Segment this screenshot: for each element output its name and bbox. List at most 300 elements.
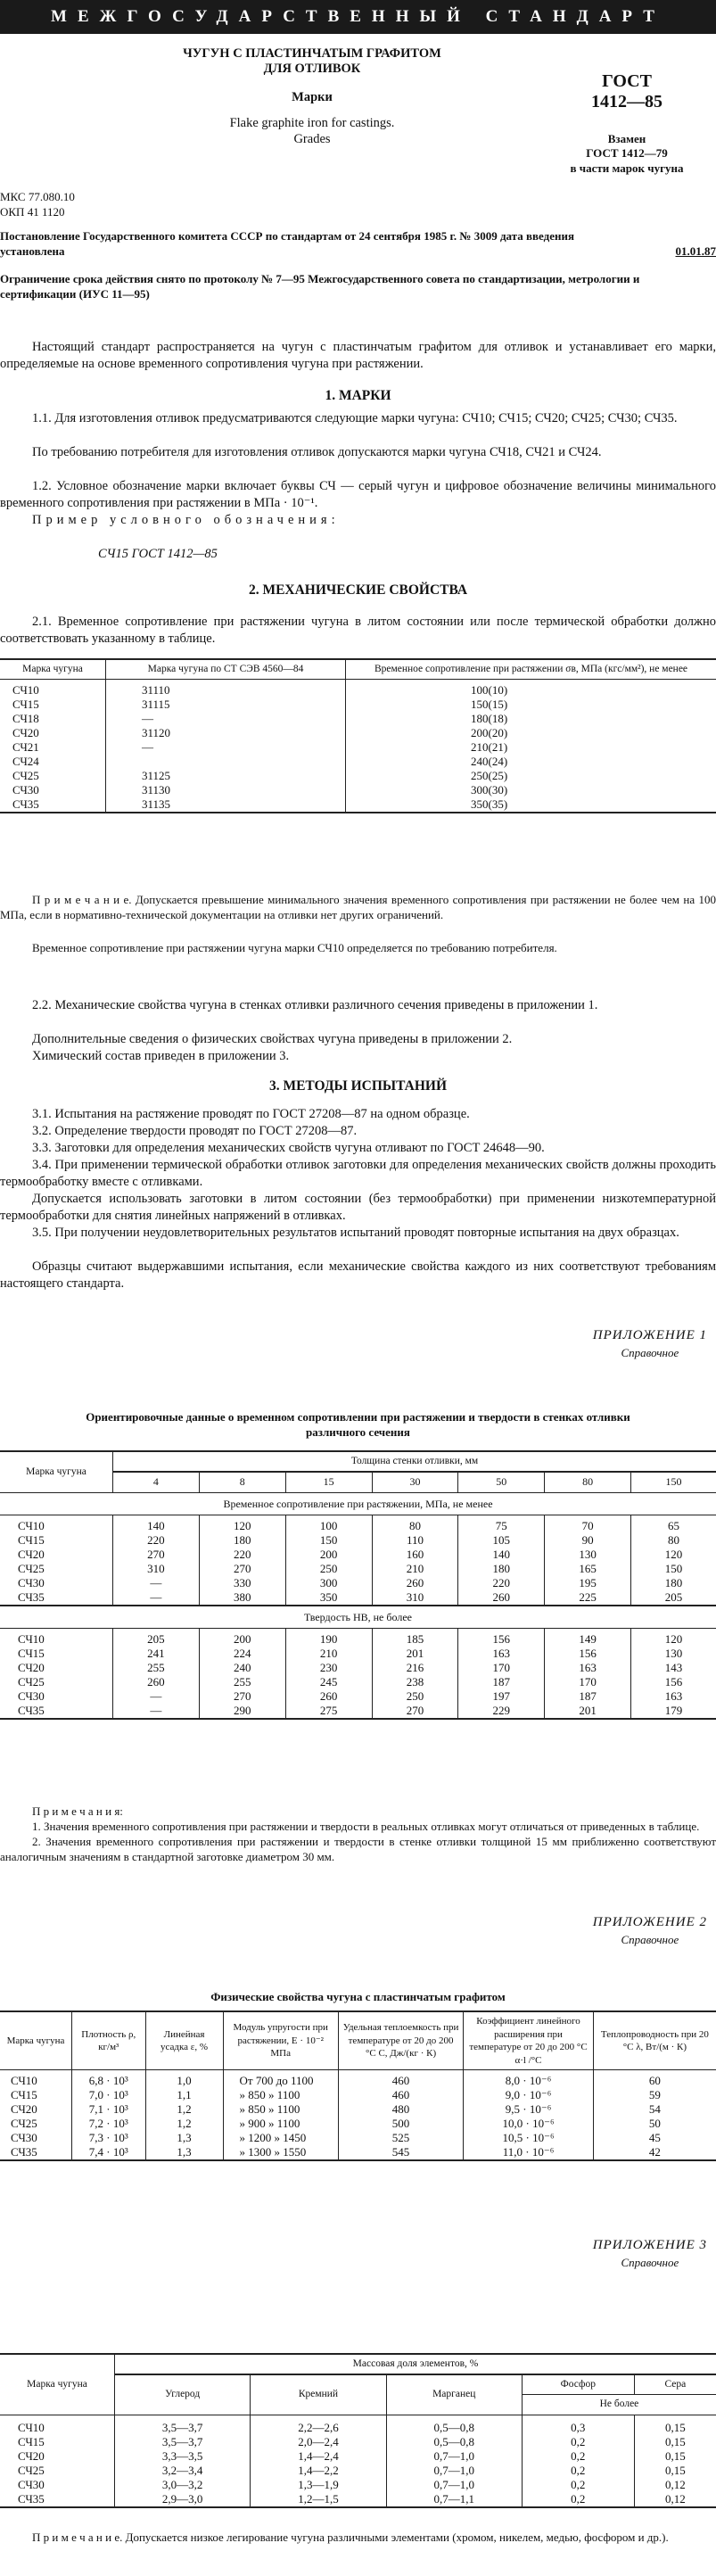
sev-grade-cell: 31110 [106,680,346,698]
value-cell: 1,3 [145,2131,223,2145]
value-cell: 270 [113,1548,200,1562]
value-cell: 9,5 · 10⁻⁶ [464,2102,594,2117]
thickness-header: 30 [372,1472,458,1492]
value-cell: 0,7—1,0 [386,2464,522,2478]
strength-cell: 350(35) [346,797,716,813]
app3-col-silicon: Кремний [251,2374,386,2415]
app2-col-header: Модуль упругости при растяжении, E · 10⁻² МПа [223,2011,338,2070]
example-label: Пример условного обозначения: [32,513,340,527]
decree [0,228,716,259]
classification-codes [0,189,75,219]
value-cell: 460 [338,2070,463,2089]
value-cell: 140 [113,1515,200,1534]
grade-cell: СЧ25 [11,2117,37,2131]
grade-cell: СЧ10 [11,2074,37,2088]
appendix-2-label: ПРИЛОЖЕНИЕ 2 [592,1915,707,1929]
value-cell: 0,2 [522,2478,634,2492]
value-cell: 75 [458,1515,545,1534]
value-cell: 2,9—3,0 [115,2492,251,2507]
value-cell: 220 [458,1576,545,1590]
grade-cell: СЧ35 [0,1704,113,1719]
value-cell: 143 [631,1661,716,1675]
value-cell: 240 [199,1661,285,1675]
value-cell: 0,2 [522,2492,634,2507]
value-cell: 3,5—3,7 [115,2435,251,2449]
value-cell: 110 [372,1533,458,1548]
appendix-1-title-line-1: Ориентировочные данные о временном сопротивлении при растяжении и твердости в стенках отливки [86,1410,630,1424]
value-cell: 10,0 · 10⁻⁶ [464,2117,594,2131]
section-2-note-2: Временное сопротивление при растяжении чугуна марки СЧ10 определяется по требованию потребителя. [32,941,557,954]
grade-cell: СЧ24 [12,755,39,769]
app3-col-mass: Массовая доля элементов, % [115,2354,716,2374]
value-cell: 80 [372,1515,458,1534]
grade-cell: СЧ10 [18,1519,45,1532]
value-cell: 0,2 [522,2449,634,2464]
strength-cell: 300(30) [346,783,716,797]
value-cell: 8,0 · 10⁻⁶ [464,2070,594,2089]
value-cell: 180 [199,1533,285,1548]
value-cell: 330 [199,1576,285,1590]
value-cell: — [113,1576,200,1590]
value-cell: 140 [458,1548,545,1562]
grade-cell: СЧ20 [11,2102,37,2117]
app2-col-header: Марка чугуна [0,2011,71,2070]
value-cell: 7,0 · 10³ [71,2088,145,2102]
value-cell: 250 [372,1689,458,1704]
appendix-1-note-2: 2. Значения временного сопротивления при растяжении и твердости в стенке отливки толщиной 15 мм приближенно соответствуют аналогичным значениям в стандартной заготовке диаметром 30 мм. [0,1835,716,1864]
appendix-3-note: П р и м е ч а н и е. Допускается низкое легирование чугуна различными элементами (хромом, никелем, медью, фосфором и др.). [32,2531,669,2544]
value-cell: 229 [458,1704,545,1719]
table-row [0,2435,716,2449]
table-row [0,1515,716,1534]
grades-col-strength: Временное сопротивление при растяжении σв, МПа (кгс/мм²), не менее [346,659,716,680]
app1-col-grade: Марка чугуна [0,1451,113,1493]
value-cell: 500 [338,2117,463,2131]
replaces-line-1: ГОСТ 1412—79 [586,146,668,161]
grade-cell: СЧ18 [12,712,39,726]
value-cell: 0,15 [634,2415,716,2435]
app3-col-carbon: Углерод [115,2374,251,2415]
appendix-1-notes [0,1804,716,1865]
value-cell: 260 [285,1689,372,1704]
section-1-p1: 1.1. Для изготовления отливок предусматриваются следующие марки чугуна: СЧ10; СЧ15; СЧ20; СЧ25; СЧ30; СЧ35. [32,411,678,425]
section-1-heading: 1. МАРКИ [325,388,391,403]
grade-cell: СЧ20 [18,1661,45,1674]
value-cell: 0,15 [634,2449,716,2464]
value-cell: 1,1 [145,2088,223,2102]
appendix-1-table [0,1450,716,1720]
gost-label: ГОСТ [602,71,652,91]
table-row [0,1675,716,1689]
value-cell: 205 [113,1629,200,1647]
grade-cell: СЧ30 [12,783,39,797]
value-cell: 100 [285,1515,372,1534]
grade-cell: СЧ10 [18,1632,45,1646]
value-cell: 275 [285,1704,372,1719]
value-cell: 1,3—1,9 [251,2478,386,2492]
table-row [0,755,716,769]
table-row [0,1533,716,1548]
value-cell: — [113,1704,200,1719]
app3-col-manganese: Марганец [386,2374,522,2415]
grade-cell: СЧ25 [18,1562,45,1575]
grade-cell: СЧ35 [0,797,106,813]
app2-col-header: Удельная теплоемкость при температуре от 20 до 200 °С С, Дж/(кг · К) [338,2011,463,2070]
value-cell: 380 [199,1590,285,1606]
grade-cell: СЧ15 [11,2088,37,2102]
okp-code: ОКП 41 1120 [0,205,65,219]
section-1-p2: По требованию потребителя для изготовления отливок допускаются марки чугуна СЧ18, СЧ21 и СЧ24. [32,445,602,459]
value-cell: 50 [593,2117,716,2131]
value-cell: 80 [631,1533,716,1548]
value-cell: 201 [545,1704,631,1719]
appendix-3-table [0,2353,716,2508]
value-cell: 1,0 [145,2070,223,2089]
sev-grade-cell [106,755,346,769]
grade-cell: СЧ10 [12,683,39,698]
appendix-1-notes-label: П р и м е ч а н и я: [32,1804,123,1818]
table-row [0,712,716,726]
grade-cell: СЧ30 [18,1689,45,1703]
table-row [0,2478,716,2492]
value-cell: 7,3 · 10³ [71,2131,145,2145]
replaces-label: Взамен [607,132,646,145]
table-row [0,680,716,698]
value-cell: 187 [458,1675,545,1689]
value-cell: 2,2—2,6 [251,2415,386,2435]
table-row [0,2145,716,2160]
value-cell: 59 [593,2088,716,2102]
section-2-p1: 2.1. Временное сопротивление при растяжении чугуна в литом состоянии или после термической обработки должно соответствовать указанному в таблице. [0,615,716,647]
value-cell: 241 [113,1647,200,1661]
value-cell: — [113,1689,200,1704]
value-cell: 165 [545,1562,631,1576]
value-cell: 163 [545,1661,631,1675]
thickness-header: 4 [113,1472,200,1492]
value-cell: » 1200 » 1450 [223,2131,338,2145]
thickness-header: 50 [458,1472,545,1492]
value-cell: 120 [199,1515,285,1534]
value-cell: 245 [285,1675,372,1689]
value-cell: 185 [372,1629,458,1647]
value-cell: 260 [372,1576,458,1590]
table-row [0,2492,716,2507]
table-row [0,769,716,783]
thickness-header: 15 [285,1472,372,1492]
section-3-p1: 3.1. Испытания на растяжение проводят по ГОСТ 27208—87 на одном образце. [32,1107,470,1121]
value-cell: 42 [593,2145,716,2160]
mks-code: МКС 77.080.10 [0,190,75,203]
grade-cell: СЧ15 [18,1533,45,1547]
grades-col-sev: Марка чугуна по СТ СЭВ 4560—84 [106,659,346,680]
value-cell: 224 [199,1647,285,1661]
app2-col-header: Теплопроводность при 20 °С λ, Вт/(м · К) [593,2011,716,2070]
table-row [0,1629,716,1647]
app2-col-header: Плотность ρ, кг/м³ [71,2011,145,2070]
grade-cell: СЧ15 [18,2434,45,2448]
table-row [0,1548,716,1562]
section-3-p2: 3.2. Определение твердости проводят по ГОСТ 27208—87. [32,1124,358,1138]
section-3-p5: Допускается использовать заготовки в литом состоянии (без термообработки) при применении низкотемпературной термообработки для снятия линейных напряжений в отливках. [0,1192,716,1224]
sev-grade-cell: 31120 [106,726,346,740]
value-cell: 90 [545,1533,631,1548]
section-2-heading: 2. МЕХАНИЧЕСКИЕ СВОЙСТВА [248,582,468,598]
app3-col-sulfur: Сера [634,2374,716,2395]
grade-cell: СЧ25 [18,1675,45,1688]
value-cell: 0,2 [522,2464,634,2478]
value-cell: 3,2—3,4 [115,2464,251,2478]
section-3-p3: 3.3. Заготовки для определения механических свойств чугуна отливают по ГОСТ 24648—90. [32,1141,545,1155]
value-cell: 200 [285,1548,372,1562]
section-2-p3: Дополнительные сведения о физических свойствах чугуна приведены в приложении 2. [32,1032,513,1046]
appendix-1-header [593,1327,707,1360]
strength-cell: 150(15) [346,698,716,712]
value-cell: 1,4—2,2 [251,2464,386,2478]
value-cell: 7,4 · 10³ [71,2145,145,2160]
appendix-2-header [593,1914,707,1947]
value-cell: 250 [285,1562,372,1576]
value-cell: 300 [285,1576,372,1590]
value-cell: 187 [545,1689,631,1704]
table-row [0,2117,716,2131]
value-cell: 225 [545,1590,631,1606]
app1-col-thickness: Толщина стенки отливки, мм [113,1451,716,1472]
appendix-1-label: ПРИЛОЖЕНИЕ 1 [592,1328,707,1342]
value-cell: 179 [631,1704,716,1719]
table-subheader-row [0,1606,716,1629]
value-cell: 525 [338,2131,463,2145]
table-row [0,1689,716,1704]
value-cell: 1,2 [145,2117,223,2131]
value-cell: 480 [338,2102,463,2117]
replaces-line-2: в части марок чугуна [570,161,684,175]
appendix-3-header [593,2237,707,2270]
value-cell: 270 [372,1704,458,1719]
grade-cell: СЧ25 [12,769,39,783]
sev-grade-cell: 31130 [106,783,346,797]
sev-grade-cell: 31135 [106,797,346,813]
grade-cell: СЧ20 [18,1548,45,1561]
value-cell: 290 [199,1704,285,1719]
value-cell: 150 [631,1562,716,1576]
gost-number: 1412—85 [591,92,663,111]
value-cell: 170 [458,1661,545,1675]
value-cell: 255 [113,1661,200,1675]
value-cell: 2,0—2,4 [251,2435,386,2449]
thickness-header: 150 [631,1472,716,1492]
value-cell: 0,3 [522,2415,634,2435]
sev-grade-cell: 31115 [106,698,346,712]
title-block [116,46,508,147]
value-cell: 220 [113,1533,200,1548]
value-cell: 156 [631,1675,716,1689]
value-cell: 0,15 [634,2435,716,2449]
grade-cell: СЧ21 [12,740,39,755]
value-cell: 60 [593,2070,716,2089]
thickness-header: 80 [545,1472,631,1492]
value-cell: 270 [199,1689,285,1704]
value-cell: 205 [631,1590,716,1606]
table-row [0,2102,716,2117]
value-cell: 255 [199,1675,285,1689]
value-cell: 10,5 · 10⁻⁶ [464,2131,594,2145]
value-cell: 163 [458,1647,545,1661]
table-row [0,797,716,813]
value-cell: 460 [338,2088,463,2102]
value-cell: 170 [545,1675,631,1689]
value-cell: 200 [199,1629,285,1647]
value-cell: 6,8 · 10³ [71,2070,145,2089]
grade-cell: СЧ35 [0,1590,113,1606]
title-english-1: Flake graphite iron for castings. [229,116,395,131]
value-cell: 210 [285,1647,372,1661]
value-cell: 238 [372,1675,458,1689]
app2-col-header: Коэффициент линейного расширения при температуре от 20 до 200 °С α·l /°С [464,2011,594,2070]
strength-cell: 100(10) [346,680,716,698]
value-cell: » 850 » 1100 [223,2102,338,2117]
appendix-1-note-1: 1. Значения временного сопротивления при растяжении и твердости в реальных отливках могут отличаться от приведенных в таблице. [32,1820,700,1834]
example-designation: СЧ15 ГОСТ 1412—85 [98,547,218,561]
value-cell: 0,12 [634,2492,716,2507]
value-cell: » 850 » 1100 [223,2088,338,2102]
table-row [0,698,716,712]
table-row [0,2088,716,2102]
value-cell: 45 [593,2131,716,2145]
value-cell: 0,7—1,1 [386,2492,522,2507]
table-row [0,2464,716,2478]
grade-cell: СЧ35 [0,2492,115,2507]
appendix-3-label: ПРИЛОЖЕНИЕ 3 [592,2238,707,2252]
section-2-note: П р и м е ч а н и е. Допускается превышение минимального значения временного сопротивления при растяжении не более чем на 100 МПа, если в нормативно-технической документации на отливки нет других ограничений. [0,893,716,922]
value-cell: 190 [285,1629,372,1647]
title-line-2: ДЛЯ ОТЛИВОК [263,62,361,77]
strength-subheader: Временное сопротивление при растяжении, МПа, не менее [0,1493,716,1515]
grade-cell: СЧ15 [18,1647,45,1660]
value-cell: 0,5—0,8 [386,2415,522,2435]
value-cell: 156 [545,1647,631,1661]
value-cell: 1,3 [145,2145,223,2160]
value-cell: 260 [458,1590,545,1606]
grade-cell: СЧ30 [18,2477,45,2491]
value-cell: 9,0 · 10⁻⁶ [464,2088,594,2102]
strength-cell: 200(20) [346,726,716,740]
value-cell: 163 [631,1689,716,1704]
value-cell: 120 [631,1548,716,1562]
value-cell: » 1300 » 1550 [223,2145,338,2160]
value-cell: 3,0—3,2 [115,2478,251,2492]
table-row [0,1704,716,1719]
value-cell: 150 [285,1533,372,1548]
app3-not-more: Не более [522,2395,716,2415]
value-cell: 180 [458,1562,545,1576]
value-cell: 11,0 · 10⁻⁶ [464,2145,594,2160]
grade-cell: СЧ20 [12,726,39,740]
table-row [0,2131,716,2145]
value-cell: 120 [631,1629,716,1647]
title-english-2: Grades [293,131,331,146]
value-cell: 350 [285,1590,372,1606]
value-cell: 197 [458,1689,545,1704]
value-cell: 65 [631,1515,716,1534]
appendix-2-type: Справочное [621,1932,679,1946]
value-cell: 3,5—3,7 [115,2415,251,2435]
value-cell: 7,2 · 10³ [71,2117,145,2131]
sev-grade-cell: — [106,740,346,755]
section-3-heading: 3. МЕТОДЫ ИСПЫТАНИЙ [268,1078,448,1094]
value-cell: 70 [545,1515,631,1534]
value-cell: 180 [631,1576,716,1590]
table-row [0,1661,716,1675]
grade-cell: СЧ10 [18,2420,45,2434]
value-cell: 130 [631,1647,716,1661]
value-cell: 310 [113,1562,200,1576]
appendix-1-type: Справочное [621,1345,679,1359]
table-row [0,783,716,797]
thickness-header: 8 [199,1472,285,1492]
strength-cell: 240(24) [346,755,716,769]
value-cell: 220 [199,1548,285,1562]
value-cell: 149 [545,1629,631,1647]
table-subheader-row [0,1493,716,1515]
value-cell: 210 [372,1562,458,1576]
appendix-1-title [0,1409,716,1440]
decree-date: 01.01.87 [675,244,716,259]
grade-cell: СЧ15 [12,698,39,712]
section-3-p4: 3.4. При применении термической обработки отливок заготовки для определения механических свойств должны проходить термообработку вместе с отливками. [0,1158,716,1190]
app3-col-phosphorus: Фосфор [522,2374,634,2395]
table-row [0,740,716,755]
title-line-1: ЧУГУН С ПЛАСТИНЧАТЫМ ГРАФИТОМ [183,46,441,61]
section-2-p2: 2.2. Механические свойства чугуна в стенках отливки различного сечения приведены в приложении 1. [32,998,598,1012]
value-cell: 130 [545,1548,631,1562]
limitation-note: Ограничение срока действия снято по протоколу № 7—95 Межгосударственного совета по стандартизации, метрологии и сертификации (ИУС 11—95) [0,272,640,301]
strength-cell: 210(21) [346,740,716,755]
appendix-2-table [0,2010,716,2161]
value-cell: » 900 » 1100 [223,2117,338,2131]
sev-grade-cell: — [106,712,346,726]
value-cell: 0,7—1,0 [386,2478,522,2492]
app3-col-grade: Марка чугуна [0,2354,115,2415]
table-row [0,2070,716,2089]
value-cell: От 700 до 1100 [223,2070,338,2089]
strength-cell: 250(25) [346,769,716,783]
table-row [0,2449,716,2464]
value-cell: 310 [372,1590,458,1606]
grades-col-grade: Марка чугуна [0,659,106,680]
value-cell: — [113,1590,200,1606]
section-1-p3: 1.2. Условное обозначение марки включает буквы СЧ — серый чугун и цифровое обозначение величины минимального временного сопротивления при растяжении в МПа · 10⁻¹. [0,479,716,511]
standard-banner: МЕЖГОСУДАРСТВЕННЫЙ СТАНДАРТ [0,0,716,34]
hardness-subheader: Твердость НВ, не более [0,1606,716,1629]
strength-cell: 180(18) [346,712,716,726]
gost-number-block [538,71,716,176]
value-cell: 0,7—1,0 [386,2449,522,2464]
table-row [0,1562,716,1576]
appendix-2-title: Физические свойства чугуна с пластинчатым графитом [210,1990,506,2003]
decree-text: Постановление Государственного комитета СССР по стандартам от 24 сентября 1985 г. № 3009 дата введения [0,229,574,243]
value-cell: 1,2 [145,2102,223,2117]
value-cell: 0,5—0,8 [386,2435,522,2449]
value-cell: 0,12 [634,2478,716,2492]
value-cell: 195 [545,1576,631,1590]
table-row [0,1647,716,1661]
sev-grade-cell: 31125 [106,769,346,783]
value-cell: 105 [458,1533,545,1548]
section-3-p6: 3.5. При получении неудовлетворительных результатов испытаний проводят повторные испытания на двух образцах. [32,1226,679,1240]
value-cell: 0,2 [522,2435,634,2449]
section-2-p4: Химический состав приведен в приложении 3. [32,1049,290,1063]
table-row [0,1590,716,1606]
